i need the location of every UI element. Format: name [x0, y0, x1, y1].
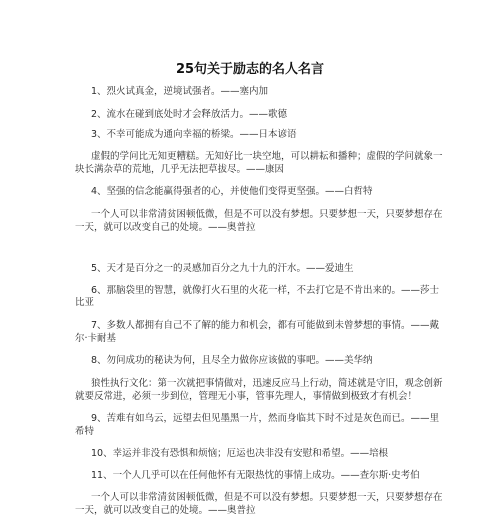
paragraph-line: 一个人可以非常清贫困顿低微，但是不可以没有梦想。只要梦想一天，只要梦想存在: [91, 209, 443, 220]
quote-line-10: 10、幸运并非没有恐惧和烦恼；厄运也决非没有安慰和希望。——培根: [91, 448, 389, 459]
quote-line-7-cont: 尔·卡耐基: [75, 333, 117, 344]
quote-line-4: 4、坚强的信念能赢得强者的心，并使他们变得更坚强。——白哲特: [91, 186, 373, 197]
paragraph-line: 一天，就可以改变自己的处境。——奥普拉: [75, 222, 256, 233]
quote-line-3: 3、不幸可能成为通向幸福的桥梁。——日本谚语: [91, 129, 297, 140]
paragraph-line: 块长满杂草的荒地，几乎无法把草拔尽。——康因: [75, 164, 285, 175]
quote-line-11: 11、一个人几乎可以在任何他怀有无限热忱的事情上成功。——查尔斯·史考伯: [91, 470, 420, 481]
quote-line-6: 6、那脑袋里的智慧，就像打火石里的火花一样，不去打它是不肯出来的。——莎士: [91, 285, 440, 296]
quote-line-9-cont: 希特: [75, 426, 95, 437]
paragraph-line: 一天，就可以改变自己的处境。——奥普拉: [75, 505, 256, 516]
quote-line-5: 5、天才是百分之一的灵感加百分之九十九的汗水。——爱迪生: [91, 263, 354, 274]
quote-line-2: 2、流水在碰到底处时才会释放活力。——歌德: [91, 109, 288, 120]
paragraph-line: 狼性执行文化：第一次就把事情做对，迅速反应马上行动，简述就是守旧，观念创新: [91, 378, 443, 389]
quote-line-1: 1、烈火试真金，逆境试强者。——塞内加: [91, 86, 269, 97]
quote-line-7: 7、多数人都拥有自己不了解的能力和机会，都有可能做到未曾梦想的事情。——戴: [91, 320, 440, 331]
quote-line-6-cont: 比亚: [75, 297, 95, 308]
quote-line-9: 9、苦难有如乌云，远望去但见墨黑一片，然而身临其下时不过是灰色而已。——里: [91, 413, 440, 424]
quote-line-8: 8、勿问成功的秘诀为何，且尽全力做你应该做的事吧。——美华纳: [91, 355, 373, 366]
paragraph-line: 虚假的学问比无知更糟糕。无知好比一块空地，可以耕耘和播种；虚假的学问就象一: [91, 151, 443, 162]
paragraph-line: 一个人可以非常清贫困顿低微，但是不可以没有梦想。只要梦想一天，只要梦想存在: [91, 492, 443, 503]
document-title: 25句关于励志的名人名言: [175, 62, 325, 77]
paragraph-line: 就要反常进，必须一步到位，管理无小事，管事先理人，事情做到极致才有机会！: [75, 391, 418, 402]
